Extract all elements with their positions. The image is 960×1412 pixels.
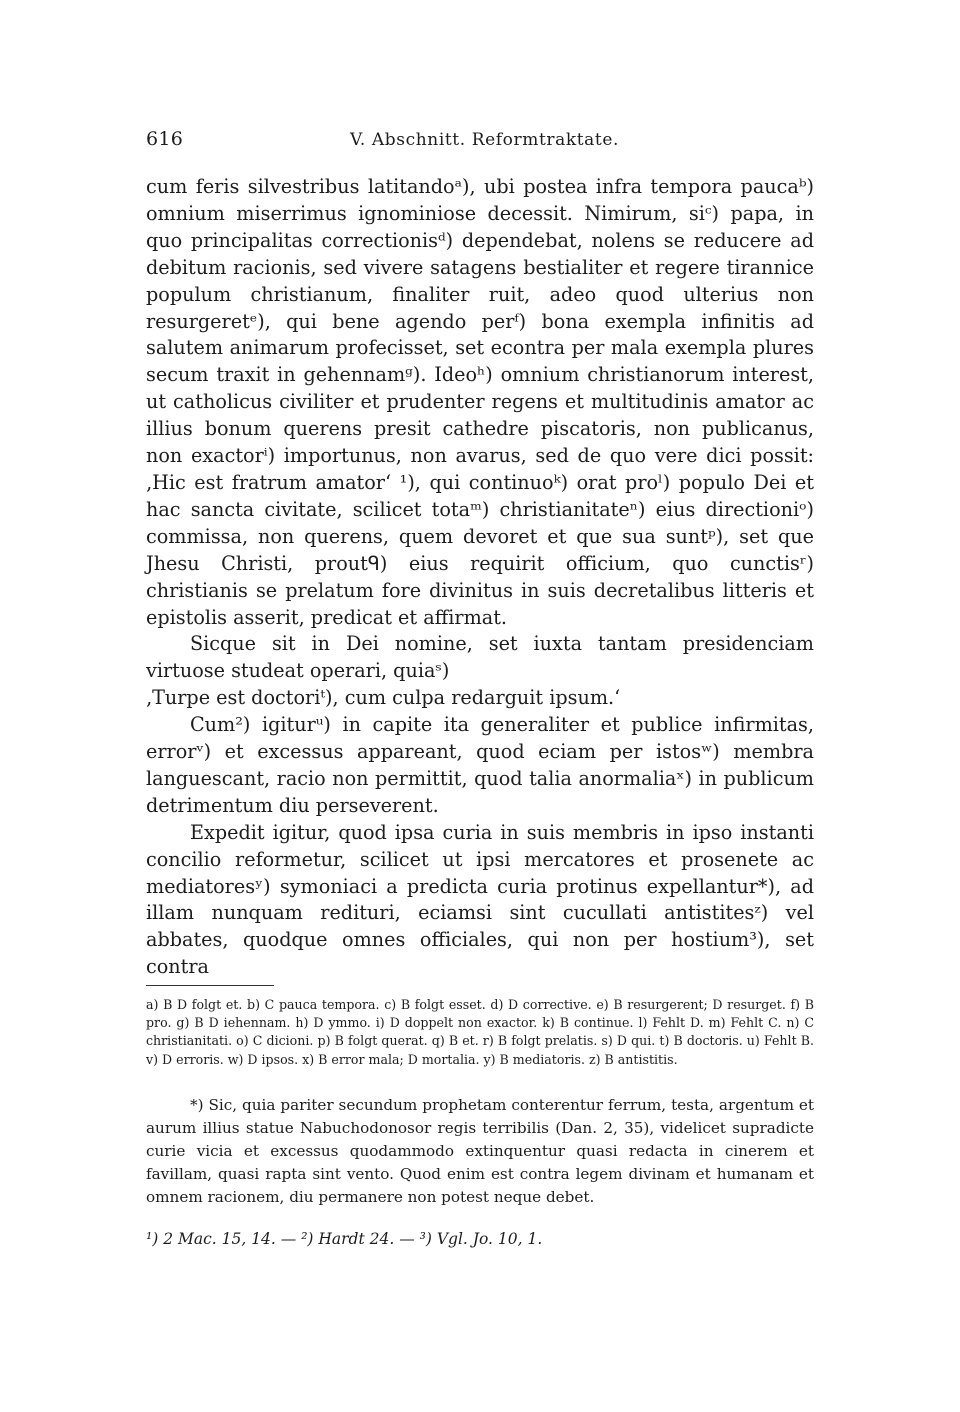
paragraph-3: Cum²) igiturᵘ) in capite ita generaliter et publice infirmitas, errorᵛ) et excessus appareant, quod eciam per istosʷ) membra languescant, racio non permittit, quod talia anormaliaˣ) in publicum detrimentum diu perseverent.: [146, 713, 814, 817]
star-footnote: [146, 1094, 814, 1209]
source-references: ¹) 2 Mac. 15, 14. — ²) Hardt 24. — ³) Vgl. Jo. 10, 1.: [146, 1230, 543, 1248]
running-title: V. Abschnitt. Reformtraktate.: [350, 130, 620, 150]
star-footnote-text: *) Sic, quia pariter secundum prophetam conterentur ferrum, testa, argentum et aurum illius statue Nabuchodonosor regis terribilis (Dan. 2, 35), videlicet supradicte curie vicia et excessus quodammodo extinquentur quasi redacta in cinerem et favillam, quasi rapta sint vento. Quod enim est contra legem divinam et humanam et omnem racionem, diu permanere non potest neque debet.: [146, 1096, 814, 1207]
verse-quote: ‚Turpe est doctoriᵗ), cum culpa redarguit ipsum.‘: [146, 686, 621, 710]
footnote-divider: [146, 985, 274, 986]
paragraph-4: Expedit igitur, quod ipsa curia in suis membris in ipso instanti concilio reformetur, scilicet ut ipsi mercatores et prosenete ac mediatoresʸ) symoniaci a predicta curia protinus expellantur*), ad illam nunquam redituri, eciamsi sint cucullati antistitesᶻ) vel abbates, quodque omnes officiales, qui non per hostium³), set contra: [146, 820, 814, 979]
paragraph-2: Sicque sit in Dei nomine, set iuxta tantam presidenciam virtuose studeat operari, quiaˢ): [146, 632, 814, 683]
paragraph-1: cum feris silvestribus latitandoᵃ), ubi postea infra tempora paucaᵇ) omnium miserrimus ignominiose decessit. Nimirum, siᶜ) papa, in quo principalitas correctionisᵈ) dependebat, nolens se reducere ad debitum racionis, sed vivere satagens bestialiter et regere tirannice populum christianum, finaliter ruit, adeo quod ulterius non resurgeretᵉ), qui bene agendo perᶠ) bona exempla infinitis ad salutem animarum profecisset, set econtra per mala exempla plures secum traxit in gehennamᵍ). Ideoʰ) omnium christianorum interest, ut catholicus civiliter et prudenter regens et multitudinis amator ac illius bonum querens presit cathedre piscatoris, non publicanus, non exactorⁱ) importunus, non avarus, sed de quo vere dici possit: ‚Hic est fratrum amator‘ ¹), qui continuoᵏ) orat proˡ) populo Dei et hac sancta civitate, scilicet totaᵐ) christianitateⁿ) eius directioniᵒ) commissa, non querens, quem devoret et que sua suntᵖ), set que Jhesu Christi, proutᑫ) eius requirit officium, quo cunctisʳ) christianis se prelatum fore divinitus in suis decretalibus litteris et epistolis asserit, predicat et affirmat.: [146, 175, 814, 629]
page-header: [146, 128, 814, 158]
critical-apparatus: a) B D folgt et. b) C pauca tempora. c) B folgt esset. d) D corrective. e) B resurgerent; D resurget. f) B pro. g) B D iehennam. h) D ymmo. i) D doppelt non exactor. k) B continue. l) Fehlt D. m) Fehlt C. n) C christianitati. o) C dicioni. p) B folgt querat. q) B et. r) B folgt prelatis. s) D qui. t) B doctoris. u) Fehlt B. v) D erroris. w) D ipsos. x) B error mala; D mortalia. y) B mediatoris. z) B antistitis.: [146, 997, 814, 1067]
page: [146, 128, 814, 1248]
page-number: 616: [146, 128, 184, 150]
main-text: [146, 174, 814, 981]
